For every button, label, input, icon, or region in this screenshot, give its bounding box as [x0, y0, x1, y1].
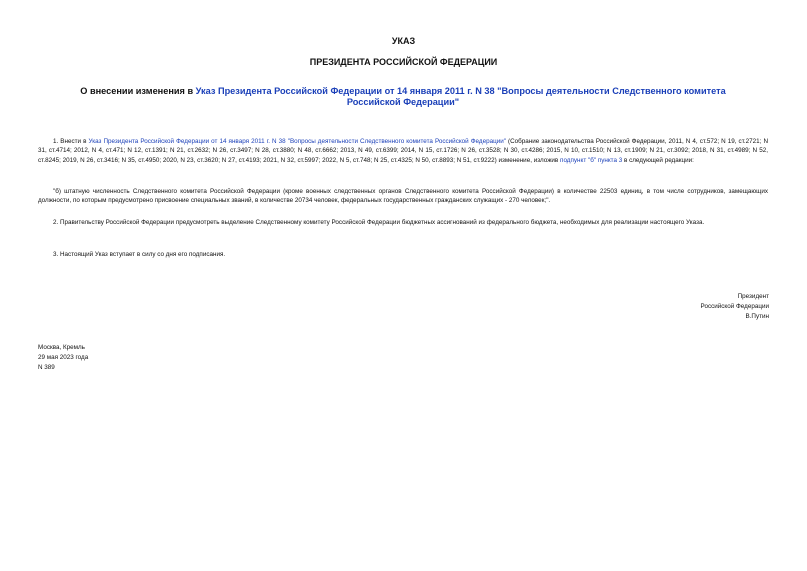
- decree-title: [58, 86, 748, 108]
- decree-heading: УКАЗ: [391, 36, 416, 46]
- title-prefix: О внесении изменения в: [80, 86, 196, 96]
- paragraph-quote: [38, 187, 768, 206]
- signature-title: Президент: [737, 293, 769, 300]
- p1-suffix: в следующей редакции:: [622, 156, 694, 164]
- paragraph-1: [38, 137, 768, 165]
- signature-name: В.Путин: [745, 313, 769, 320]
- p1-middle: (Собрание законодательства Российской Федерации, 2011, N 4, ст.572; N 19, ст.2721; N 31, ст.4714; 2012, N 4, ст.471; N 12, ст.1391; N 21, ст.2632; N 26, ст.3497; N 28, ст.3880; N 48, ст.6662; 2013, N 49, ст.6399; 2014, N 15, ст.1726; N 26, ст.3528; N 30, ст.4286; 2015, N 10, ст.1510; N 13, ст.1909; N 21, ст.3092; 2018, N 31, ст.4989; N 52, ст.8245; 2019, N 26, ст.3416; N 35, ст.4950; 2020, N 23, ст.3620; N 27, ст.4193; 2021, N 32, ст.5997; 2022, N 5, ст.748; N 25, ст.4325; N 50, ст.8893; N 51, ст.9222) изменение, изложив: [38, 138, 768, 164]
- decree-issuer: ПРЕЗИДЕНТА РОССИЙСКОЙ ФЕДЕРАЦИИ: [309, 57, 498, 67]
- p1-decree-link[interactable]: Указ Президента Российской Федерации от 14 января 2011 г. N 38 "Вопросы деятельности Следственного комитета Российской Федерации": [88, 138, 506, 145]
- title-decree-link[interactable]: Указ Президента Российской Федерации от 14 января 2011 г. N 38 "Вопросы деятельности Следственного комитета Российской Федерации": [195, 86, 726, 107]
- signature-country: Российской Федерации: [700, 303, 769, 310]
- p1-subparagraph-link[interactable]: подпункт "б" пункта 3: [560, 156, 623, 164]
- paragraph-2: [38, 218, 768, 227]
- signature-block: [701, 292, 769, 322]
- decree-number: N 389: [38, 364, 55, 371]
- p2-text: 2. Правительству Российской Федерации предусмотреть выделение Следственному комитету Российской Федерации бюджетных ассигнований из федерального бюджета, необходимых для реализации настоящего Указа.: [53, 219, 705, 226]
- signing-date: 29 мая 2023 года: [38, 354, 89, 361]
- signing-place: Москва, Кремль: [38, 344, 85, 351]
- place-date-block: [38, 343, 88, 373]
- quote-text: "б) штатную численность Следственного комитета Российской Федерации (кроме военных следственных органов Следственного комитета Российской Федерации) в количестве 22503 единиц, в том числе сотрудников, замещающих должности, по которым предусмотрено присвоение специальных званий, в количестве 20734 человек, федеральных государственных гражданских служащих - 270 человек;".: [38, 188, 768, 205]
- p3-text: 3. Настоящий Указ вступает в силу со дня его подписания.: [53, 251, 226, 258]
- paragraph-3: [38, 250, 768, 259]
- p1-prefix: 1. Внести в: [53, 138, 89, 145]
